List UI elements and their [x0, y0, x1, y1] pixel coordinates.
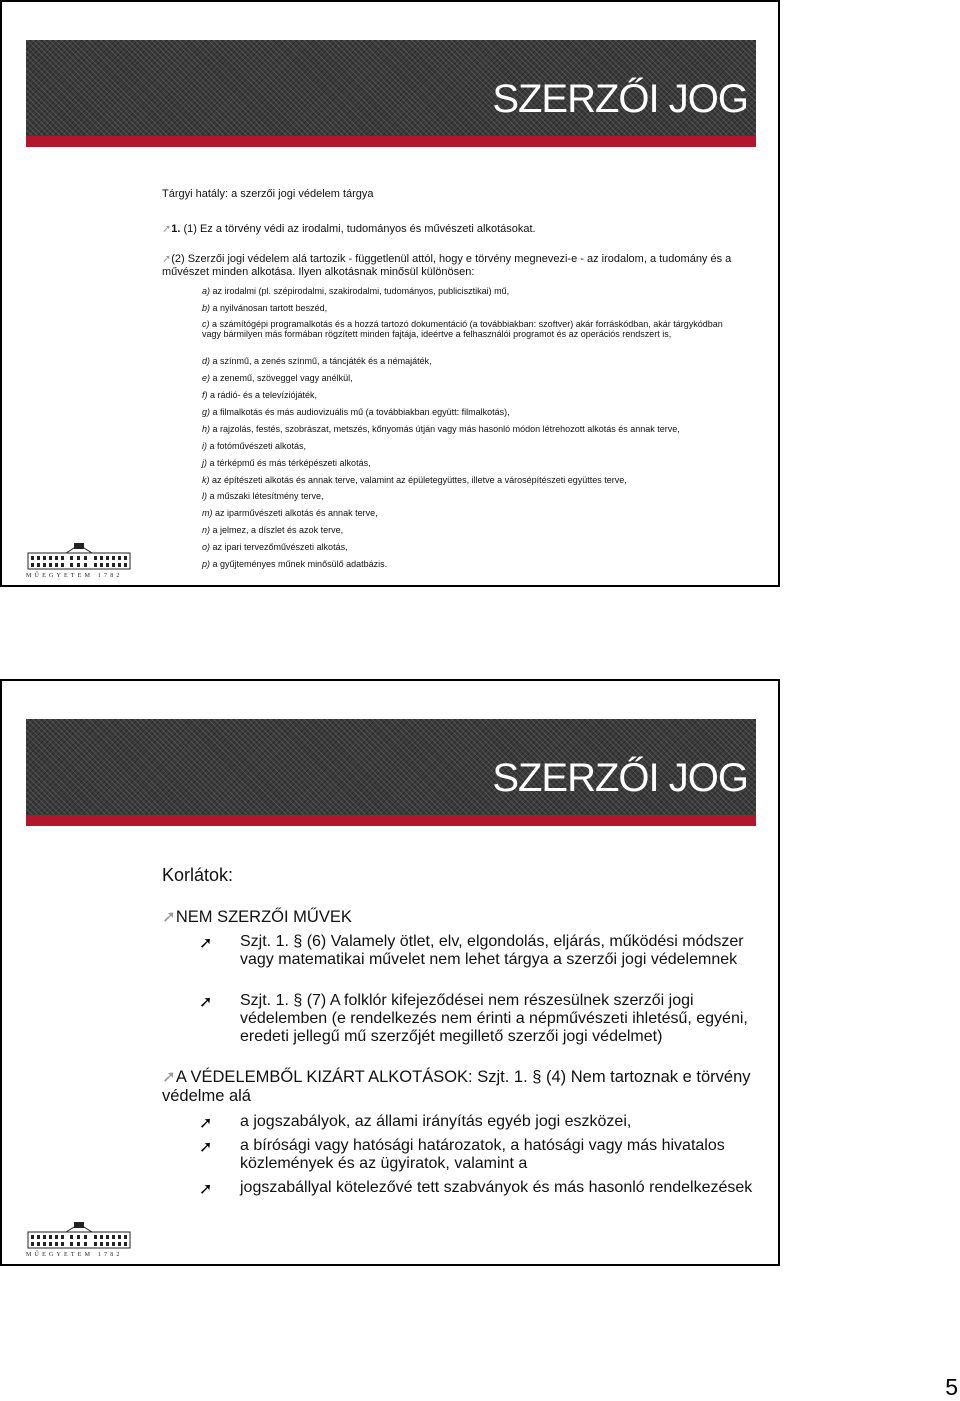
list-item: j) a térképmű és más térképészeti alkotás,	[202, 458, 371, 468]
list-item: g) a filmalkotás és más audiovizuális mű (a továbbiakban együtt: filmalkotás),	[202, 407, 510, 417]
section-heading: ➚NEM SZERZŐI MŰVEK	[162, 908, 352, 926]
intro-text: Tárgyi hatály: a szerzői jogi védelem tárgya	[162, 188, 374, 200]
arrow-bullet-icon: ➚	[162, 223, 172, 235]
header-accent-bar	[26, 136, 756, 147]
slide-title: SZERZŐI JOG	[492, 756, 748, 800]
slide-title: SZERZŐI JOG	[492, 77, 748, 121]
university-logo	[26, 1222, 132, 1258]
list-item: a jogszabályok, az állami irányítás egyéb jogi eszközei,	[240, 1113, 632, 1130]
list-item: e) a zenemű, szöveggel vagy anélkül,	[202, 373, 353, 383]
list-item: Szjt. 1. § (6) Valamely ötlet, elv, elgondolás, eljárás, működési módszer vagy matematikai művelet nem lehet tárgya a szerzői jogi védelemnek	[240, 933, 744, 968]
list-item: d) a színmű, a zenés színmű, a táncjáték és a némajáték,	[202, 356, 432, 366]
slide-header	[26, 719, 756, 815]
building-illustration	[26, 1222, 132, 1250]
list-item: f) a rádió- és a televíziójáték,	[202, 390, 318, 400]
paragraph-number: 1.	[171, 223, 181, 235]
list-item: jogszabállyal kötelezővé tett szabványok és más hasonló rendelkezések	[240, 1179, 753, 1196]
list-item: Szjt. 1. § (7) A folklór kifejeződései nem részesülnek szerzői jogi védelemben (e rendelkezés nem érinti a népművészeti ihletésű, egyéni, eredeti jellegű mű szerzőjét megillető szerzői jogi védelmet)	[240, 992, 748, 1045]
paragraph-1	[162, 223, 536, 236]
list-item: l) a műszaki létesítmény terve,	[202, 491, 324, 501]
slide-1	[0, 0, 780, 587]
list-item: n) a jelmez, a díszlet és azok terve,	[202, 525, 344, 535]
list-item: c) a számítógépi programalkotás és a hozzá tartozó dokumentáció (a továbbiakban: szoftver) akár forráskódban, akár tárgykódban vagy bármilyen más formában rögzített minden fajtája, ideértve a felhasználói programot és az operációs rendszert is,	[202, 319, 723, 339]
arrow-bullet-icon: ➚	[199, 994, 213, 1011]
section-heading: ➚A VÉDELEMBŐL KIZÁRT ALKOTÁSOK: Szjt. 1. § (4) Nem tartoznak e törvény védelme alá	[162, 1068, 751, 1105]
list-item: o) az ipari tervezőművészeti alkotás,	[202, 542, 348, 552]
arrow-bullet-icon: ➚	[199, 1139, 213, 1156]
logo-text: MŰEGYETEM 1782	[26, 1252, 123, 1258]
building-illustration	[26, 543, 132, 571]
logo-text: MŰEGYETEM 1782	[26, 573, 123, 579]
list-item: a bírósági vagy hatósági határozatok, a hatósági vagy más hivatalos közlemények és az ügyiratok, valamint a	[240, 1137, 725, 1172]
arrow-bullet-icon: ➚	[162, 908, 176, 926]
list-item: p) a gyűjteményes műnek minősülő adatbázis.	[202, 559, 388, 569]
arrow-bullet-icon: ➚	[199, 1115, 213, 1132]
arrow-bullet-icon: ➚	[199, 935, 213, 952]
slide-header	[26, 40, 756, 136]
list-item: h) a rajzolás, festés, szobrászat, metszés, kőnyomás útján vagy más hasonló módon létrehozott alkotás és annak terve,	[202, 424, 680, 434]
arrow-bullet-icon: ➚	[162, 253, 172, 265]
header-accent-bar	[26, 815, 756, 826]
paragraph-2	[162, 253, 742, 279]
list-item: b) a nyilvánosan tartott beszéd,	[202, 303, 328, 313]
paragraph-text: (2) Szerzői jogi védelem alá tartozik - függetlenül attól, hogy e törvény megnevezi-e - az irodalom, a tudomány és a művészet minden alkotása. Ilyen alkotásnak minősül különösen:	[162, 253, 732, 278]
page-number: 5	[945, 1374, 958, 1400]
slide-heading: Korlátok:	[162, 865, 234, 885]
university-logo	[26, 543, 132, 579]
list-item: a) az irodalmi (pl. szépirodalmi, szakirodalmi, tudományos, publicisztikai) mű,	[202, 286, 510, 296]
list-item: k) az építészeti alkotás és annak terve, valamint az épületegyüttes, illetve a városépítészeti együttes terve,	[202, 475, 627, 485]
list-item: m) az iparművészeti alkotás és annak terve,	[202, 508, 378, 518]
paragraph-text: (1) Ez a törvény védi az irodalmi, tudományos és művészeti alkotásokat.	[180, 223, 536, 235]
list-item: i) a fotóművészeti alkotás,	[202, 441, 307, 451]
arrow-bullet-icon: ➚	[199, 1181, 213, 1198]
slide-2	[0, 679, 780, 1266]
arrow-bullet-icon: ➚	[162, 1068, 176, 1086]
